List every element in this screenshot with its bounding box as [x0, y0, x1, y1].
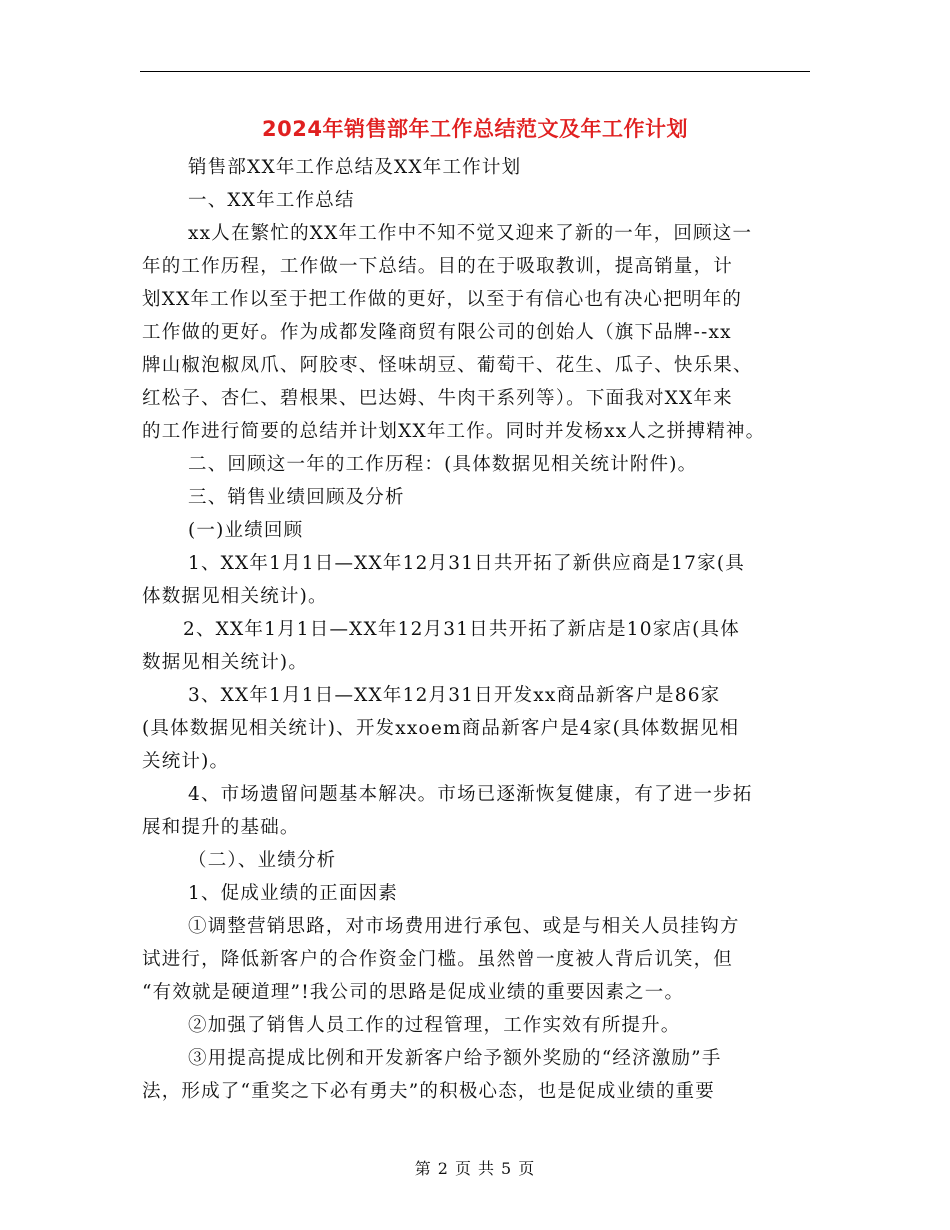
paragraph-line: 展和提升的基础。: [142, 817, 300, 838]
paragraph-line: (具体数据见相关统计)、开发xxoem商品新客户是4家(具体数据见相: [142, 718, 740, 739]
paragraph-line: xx人在繁忙的XX年工作中不知不觉又迎来了新的一年，回顾这一: [188, 223, 753, 244]
paragraph-line: 划XX年工作以至于把工作做的更好，以至于有信心也有决心把明年的: [142, 289, 743, 310]
header-rule: [140, 71, 810, 72]
paragraph-line: 的工作进行简要的总结并计划XX年工作。同时并发杨xx人之拼搏精神。: [142, 421, 766, 442]
paragraph-line: 1、促成业绩的正面因素: [188, 883, 398, 904]
paragraph-line: 数据见相关统计)。: [142, 652, 309, 673]
paragraph-line: 1、XX年1月1日—XX年12月31日共开拓了新供应商是17家(具: [188, 553, 745, 574]
paragraph-line: 工作做的更好。作为成都发隆商贸有限公司的创始人（旗下品牌--xx: [142, 322, 732, 343]
paragraph-line: （二）、业绩分析: [188, 850, 337, 871]
paragraph-line: 关统计)。: [142, 751, 230, 772]
paragraph-line: 红松子、杏仁、碧根果、巴达姆、牛肉干系列等）。下面我对XX年来: [142, 388, 733, 409]
paragraph-line: 二、回顾这一年的工作历程：(具体数据见相关统计附件)。: [188, 454, 698, 475]
paragraph-line: 试进行，降低新客户的合作资金门槛。虽然曾一度被人背后讥笑，但: [142, 949, 734, 970]
paragraph-line: 牌山椒泡椒凤爪、阿胶枣、怪味胡豆、葡萄干、花生、瓜子、快乐果、: [142, 355, 753, 376]
paragraph-line: 一、XX年工作总结: [188, 190, 355, 211]
footer-prefix: 第: [414, 1159, 432, 1178]
document-title: 2024年销售部年工作总结范文及年工作计划: [262, 117, 688, 141]
paragraph-line: 销售部XX年工作总结及XX年工作计划: [188, 157, 522, 178]
footer-suffix: 页: [518, 1159, 536, 1178]
paragraph-line: 体数据见相关统计)。: [142, 586, 328, 607]
paragraph-line: 3、XX年1月1日—XX年12月31日开发xx商品新客户是86家: [188, 685, 721, 706]
footer-page-number: 2: [437, 1159, 449, 1178]
paragraph-line: (一)业绩回顾: [188, 520, 304, 541]
paragraph-line: 4、市场遗留问题基本解决。市场已逐渐恢复健康，有了进一步拓: [188, 784, 753, 805]
page-footer: [0, 1156, 950, 1179]
paragraph-line: 三、销售业绩回顾及分析: [188, 487, 405, 508]
footer-middle: 页 共: [454, 1159, 496, 1178]
paragraph-line: 2、XX年1月1日—XX年12月31日共开拓了新店是10家店(具体: [183, 619, 740, 640]
paragraph-line: 年的工作历程，工作做一下总结。目的在于吸取教训，提高销量，计: [142, 256, 734, 277]
footer-total-pages: 5: [501, 1159, 513, 1178]
paragraph-line: “有效就是硬道理”!我公司的思路是促成业绩的重要因素之一。: [142, 982, 685, 1003]
paragraph-line: 法，形成了“重奖之下必有勇夫”的积极心态，也是促成业绩的重要: [142, 1081, 715, 1102]
paragraph-line: ③用提高提成比例和开发新客户给予额外奖励的“经济激励”手: [188, 1048, 722, 1069]
paragraph-line: ②加强了销售人员工作的过程管理，工作实效有所提升。: [188, 1015, 681, 1036]
paragraph-line: ①调整营销思路，对市场费用进行承包、或是与相关人员挂钩方: [188, 916, 740, 937]
